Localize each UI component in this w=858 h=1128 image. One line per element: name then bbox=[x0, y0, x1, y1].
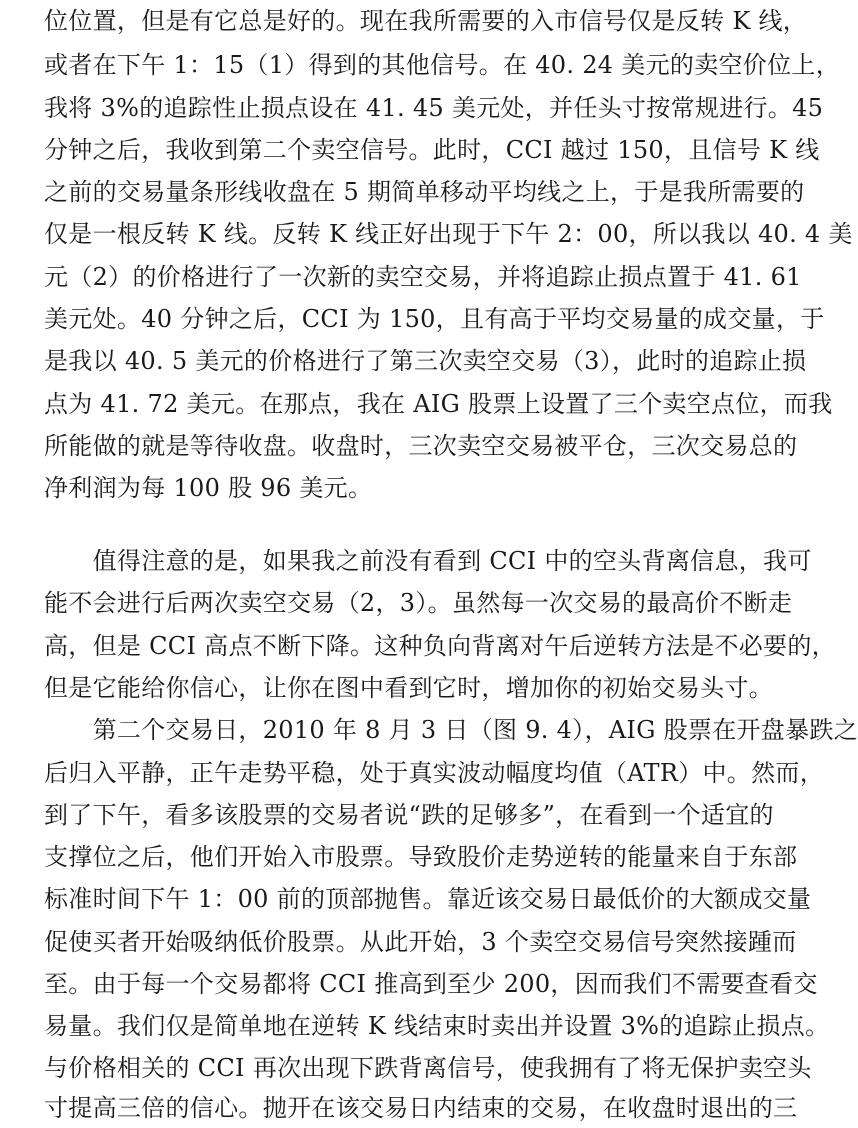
paragraph-1-line-12: 净利润为每 100 股 96 美元。 bbox=[44, 474, 373, 502]
paragraph-3-line-6: 促使买者开始吸纳低价股票。从此开始，3 个卖空交易信号突然接踵而 bbox=[44, 928, 797, 956]
paragraph-3-line-7: 至。由于每一个交易都将 CCI 推高到至少 200，因而我们不需要查看交 bbox=[44, 970, 818, 998]
paragraph-1-line-10: 点为 41. 72 美元。在那点，我在 AIG 股票上设置了三个卖空点位，而我 bbox=[44, 390, 833, 418]
paragraph-1-line-5: 之前的交易量条形线收盘在 5 期简单移动平均线之上，于是我所需要的 bbox=[44, 178, 805, 206]
paragraph-3-line-3: 到了下午，看多该股票的交易者说“跌的足够多”，在看到一个适宜的 bbox=[44, 801, 774, 829]
paragraph-3-line-1: 第二个交易日，2010 年 8 月 3 日（图 9. 4），AIG 股票在开盘暴跌之 bbox=[44, 716, 858, 744]
paragraph-1-line-7: 元（2）的价格进行了一次新的卖空交易，并将追踪止损点置于 41. 61 bbox=[44, 263, 802, 291]
paragraph-2-line-3: 高，但是 CCI 高点不断下降。这种负向背离对午后逆转方法是不必要的， bbox=[44, 632, 836, 660]
paragraph-1-line-8: 美元处。40 分钟之后，CCI 为 150，且有高于平均交易量的成交量，于 bbox=[44, 305, 825, 333]
paragraph-1-line-11: 所能做的就是等待收盘。收盘时，三次卖空交易被平仓，三次交易总的 bbox=[44, 432, 798, 460]
paragraph-1-line-2: 或者在下午 1：15（1）得到的其他信号。在 40. 24 美元的卖空价位上， bbox=[44, 51, 840, 79]
paragraph-2-line-1: 值得注意的是，如果我之前没有看到 CCI 中的空头背离信息，我可 bbox=[44, 547, 812, 575]
paragraph-3-line-9: 与价格相关的 CCI 再次出现下跌背离信号，使我拥有了将无保护卖空头 bbox=[44, 1054, 812, 1082]
paragraph-3-line-4: 支撑位之后，他们开始入市股票。导致股价走势逆转的能量来自于东部 bbox=[44, 843, 798, 871]
paragraph-1-line-9: 是我以 40. 5 美元的价格进行了第三次卖空交易（3），此时的追踪止损 bbox=[44, 347, 807, 375]
paragraph-1-line-3: 我将 3%的追踪性止损点设在 41. 45 美元处，并任头寸按常规进行。45 bbox=[44, 94, 824, 122]
paragraph-1-line-6: 仅是一根反转 K 线。反转 K 线正好出现于下午 2：00，所以我以 40. 4 美 bbox=[44, 220, 853, 248]
paragraph-1-line-1: 位位置，但是有它总是好的。现在我所需要的入市信号仅是反转 K 线， bbox=[44, 7, 808, 35]
paragraph-3-line-10: 寸提高三倍的信心。抛开在该交易日内结束的交易，在收盘时退出的三 bbox=[44, 1094, 798, 1122]
paragraph-2-line-4: 但是它能给你信心，让你在图中看到它时，增加你的初始交易头寸。 bbox=[44, 674, 773, 702]
paragraph-3-line-8: 易量。我们仅是简单地在逆转 K 线结束时卖出并设置 3%的追踪止损点。 bbox=[44, 1012, 830, 1040]
paragraph-1-line-4: 分钟之后，我收到第二个卖空信号。此时，CCI 越过 150，且信号 K 线 bbox=[44, 136, 820, 164]
paragraph-3-line-2: 后归入平静，正午走势平稳，处于真实波动幅度均值（ATR）中。然而， bbox=[44, 759, 824, 787]
paragraph-2-line-2: 能不会进行后两次卖空交易（2，3）。虽然每一次交易的最高价不断走 bbox=[44, 589, 793, 617]
paragraph-3-line-5: 标准时间下午 1：00 前的顶部抛售。靠近该交易日最低价的大额成交量 bbox=[44, 885, 812, 913]
